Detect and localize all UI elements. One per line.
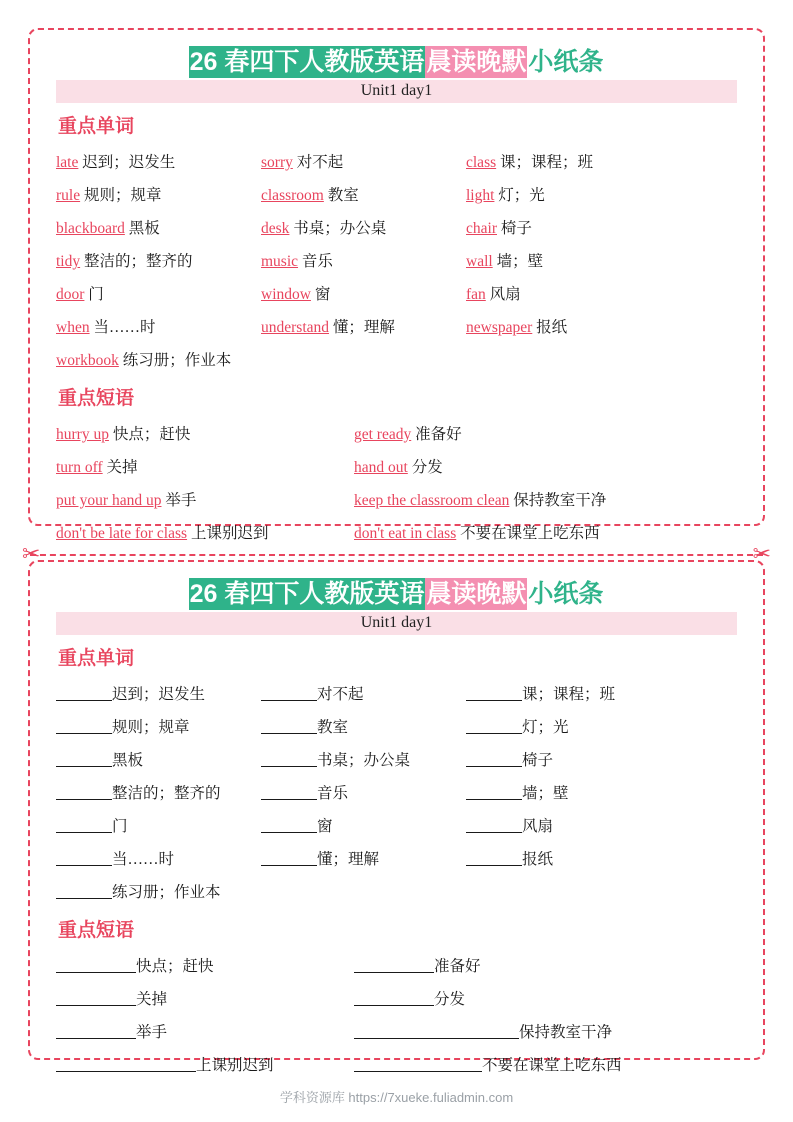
answer-blank[interactable] (466, 785, 522, 800)
word-en: class (466, 154, 497, 171)
answer-blank[interactable] (56, 752, 112, 767)
scissors-icon: ✂ (22, 541, 41, 566)
phrase-en: get ready (354, 426, 412, 443)
answer-blank[interactable] (354, 1024, 519, 1039)
word-cn: 教室 (327, 187, 359, 204)
word-en: window (261, 286, 311, 303)
word-cn: 当……时 (112, 851, 175, 868)
answer-blank[interactable] (466, 719, 522, 734)
word-item (261, 278, 466, 311)
word-cn: 规则；规章 (112, 719, 190, 736)
phrase-item (56, 418, 354, 451)
word-cn: 风扇 (522, 818, 554, 835)
phrase-cn: 分发 (434, 991, 466, 1008)
word-cn: 整洁的；整齐的 (112, 785, 221, 802)
word-cn: 椅子 (500, 220, 532, 237)
phrase-blank-item[interactable] (56, 950, 354, 983)
word-item (466, 311, 737, 344)
card-subtitle: Unit1 day1 (56, 612, 737, 635)
answer-blank[interactable] (56, 1057, 196, 1072)
answer-blank[interactable] (56, 719, 112, 734)
card-title (56, 46, 737, 78)
phrase-item (56, 484, 354, 517)
phrase-cn: 分发 (411, 459, 443, 476)
word-cn: 书桌；办公桌 (293, 220, 387, 237)
title-part-1: 26 春四下人教版英语 (189, 580, 425, 608)
word-blank-item[interactable] (56, 810, 261, 843)
word-item (261, 146, 466, 179)
words-section-heading: 重点单词 (58, 116, 135, 137)
answer-blank[interactable] (56, 884, 112, 899)
answer-blank[interactable] (261, 686, 317, 701)
word-en: fan (466, 286, 486, 303)
word-cn: 当……时 (93, 319, 156, 336)
word-blank-item[interactable] (261, 777, 466, 810)
word-item (56, 146, 261, 179)
words-grid-blank (56, 678, 737, 909)
word-blank-item[interactable] (261, 744, 466, 777)
word-blank-item[interactable] (261, 843, 466, 876)
word-blank-item[interactable] (56, 777, 261, 810)
answer-blank[interactable] (56, 958, 136, 973)
answer-blank[interactable] (261, 719, 317, 734)
answer-blank[interactable] (56, 1024, 136, 1039)
word-cn: 门 (112, 818, 128, 835)
word-en: sorry (261, 154, 293, 171)
word-item (56, 179, 261, 212)
word-en: door (56, 286, 85, 303)
answer-blank[interactable] (56, 818, 112, 833)
word-blank-item[interactable] (466, 777, 737, 810)
phrase-en: don't eat in class (354, 525, 457, 542)
phrase-item (56, 451, 354, 484)
footer-watermark: 学科资源库 https://7xueke.fuliadmin.com (279, 1090, 514, 1105)
word-en: light (466, 187, 495, 204)
word-en: understand (261, 319, 330, 336)
phrase-cn: 准备好 (415, 426, 462, 443)
word-blank-item[interactable] (261, 711, 466, 744)
study-card-filled (28, 28, 765, 542)
word-cn: 练习册；作业本 (122, 352, 232, 369)
phrase-cn: 不要在课堂上吃东西 (460, 525, 600, 542)
word-item-empty (466, 876, 737, 909)
answer-blank[interactable] (56, 851, 112, 866)
phrases-grid-blank (56, 950, 737, 1082)
word-item-empty (261, 344, 466, 377)
word-cn: 黑板 (112, 752, 144, 769)
card-subtitle: Unit1 day1 (56, 80, 737, 103)
phrase-cn: 快点；赶快 (136, 958, 214, 975)
phrase-en: put your hand up (56, 492, 162, 509)
phrase-en: hand out (354, 459, 408, 476)
title-part-1: 26 春四下人教版英语 (189, 48, 425, 76)
phrase-cn: 上课别迟到 (196, 1057, 274, 1074)
word-item (56, 212, 261, 245)
scissors-icon: ✂ (752, 541, 771, 566)
word-item (466, 179, 737, 212)
word-cn: 椅子 (522, 752, 554, 769)
word-cn: 对不起 (317, 686, 364, 703)
word-cn: 报纸 (536, 319, 568, 336)
word-cn: 黑板 (128, 220, 160, 237)
word-en: newspaper (466, 319, 533, 336)
word-cn: 风扇 (489, 286, 521, 303)
word-en: when (56, 319, 90, 336)
word-cn: 课；课程；班 (522, 686, 616, 703)
answer-blank[interactable] (56, 991, 136, 1006)
phrase-cn: 举手 (165, 492, 197, 509)
phrase-en: don't be late for class (56, 525, 188, 542)
word-item (56, 344, 261, 377)
word-blank-item[interactable] (56, 876, 261, 909)
phrase-en: hurry up (56, 426, 109, 443)
title-part-2: 晨读晚默 (426, 580, 527, 608)
card-title (56, 578, 737, 610)
answer-blank[interactable] (354, 958, 434, 973)
phrase-blank-item[interactable] (56, 983, 354, 1016)
word-en: tidy (56, 253, 81, 270)
word-item (261, 179, 466, 212)
word-blank-item[interactable] (466, 744, 737, 777)
word-blank-item[interactable] (56, 744, 261, 777)
word-en: classroom (261, 187, 324, 204)
phrase-cn: 关掉 (136, 991, 168, 1008)
word-cn: 音乐 (317, 785, 349, 802)
answer-blank[interactable] (354, 991, 434, 1006)
phrase-en: turn off (56, 459, 103, 476)
word-item (466, 245, 737, 278)
word-cn: 门 (88, 286, 104, 303)
answer-blank[interactable] (466, 752, 522, 767)
title-part-2: 晨读晚默 (426, 48, 527, 76)
word-cn: 报纸 (522, 851, 554, 868)
word-cn: 墙；壁 (522, 785, 569, 802)
word-en: music (261, 253, 299, 270)
phrase-item (56, 517, 354, 550)
answer-blank[interactable] (261, 851, 317, 866)
answer-blank[interactable] (261, 785, 317, 800)
phrases-grid-filled (56, 418, 737, 550)
words-grid-filled (56, 146, 737, 377)
word-blank-item[interactable] (56, 843, 261, 876)
word-item (56, 278, 261, 311)
word-item (466, 278, 737, 311)
answer-blank[interactable] (354, 1057, 482, 1072)
answer-blank[interactable] (466, 851, 522, 866)
word-en: wall (466, 253, 493, 270)
word-en: late (56, 154, 79, 171)
phrase-cn: 上课别迟到 (190, 525, 269, 542)
phrase-cn: 快点；赶快 (112, 426, 191, 443)
title-part-3: 小纸条 (528, 48, 604, 76)
word-cn: 灯；光 (522, 719, 569, 736)
word-item (261, 311, 466, 344)
word-en: chair (466, 220, 497, 237)
phrase-blank-item[interactable] (354, 1016, 737, 1049)
phrase-blank-item[interactable] (56, 1016, 354, 1049)
phrase-blank-item[interactable] (354, 950, 737, 983)
word-cn: 课；课程；班 (500, 154, 594, 171)
word-cn: 教室 (317, 719, 349, 736)
word-blank-item[interactable] (466, 711, 737, 744)
word-en: rule (56, 187, 81, 204)
phrase-item (354, 418, 737, 451)
answer-blank[interactable] (261, 818, 317, 833)
word-cn: 墙；壁 (496, 253, 544, 270)
phrase-blank-item[interactable] (354, 983, 737, 1016)
answer-blank[interactable] (56, 686, 112, 701)
answer-blank[interactable] (466, 686, 522, 701)
phrase-cn: 关掉 (106, 459, 138, 476)
answer-blank[interactable] (261, 752, 317, 767)
word-cn: 规则；规章 (83, 187, 162, 204)
word-cn: 音乐 (301, 253, 333, 270)
phrase-item (354, 451, 737, 484)
word-blank-item[interactable] (466, 678, 737, 711)
word-cn: 迟到；迟发生 (112, 686, 206, 703)
word-cn: 迟到；迟发生 (82, 154, 176, 171)
word-item (261, 245, 466, 278)
word-cn: 书桌；办公桌 (317, 752, 411, 769)
phrase-cn: 准备好 (434, 958, 481, 975)
word-cn: 对不起 (296, 154, 344, 171)
phrase-cn: 保持教室干净 (513, 492, 607, 509)
word-blank-item[interactable] (466, 843, 737, 876)
word-item (56, 245, 261, 278)
word-en: desk (261, 220, 290, 237)
phrase-blank-item[interactable] (354, 1049, 737, 1082)
study-card-blank (28, 560, 765, 1074)
answer-blank[interactable] (466, 818, 522, 833)
word-cn: 懂；理解 (332, 319, 395, 336)
words-section-heading: 重点单词 (58, 648, 135, 669)
word-en: workbook (56, 352, 119, 369)
word-cn: 窗 (317, 818, 333, 835)
word-cn: 灯；光 (498, 187, 545, 204)
word-blank-item[interactable] (56, 711, 261, 744)
phrases-section-heading: 重点短语 (58, 920, 135, 941)
word-cn: 练习册；作业本 (112, 884, 221, 901)
phrase-item (354, 484, 737, 517)
word-item (466, 146, 737, 179)
title-part-3: 小纸条 (528, 580, 604, 608)
word-item (466, 212, 737, 245)
word-en: blackboard (56, 220, 125, 237)
phrase-cn: 举手 (136, 1024, 168, 1041)
word-cn: 窗 (314, 286, 331, 303)
phrase-cn: 保持教室干净 (519, 1024, 613, 1041)
word-item-empty (466, 344, 737, 377)
word-blank-item[interactable] (466, 810, 737, 843)
word-cn: 懂；理解 (317, 851, 380, 868)
word-blank-item[interactable] (56, 678, 261, 711)
word-item (56, 311, 261, 344)
word-blank-item[interactable] (261, 678, 466, 711)
word-item-empty (261, 876, 466, 909)
phrases-section-heading: 重点短语 (58, 388, 135, 409)
word-item (261, 212, 466, 245)
phrase-blank-item[interactable] (56, 1049, 354, 1082)
answer-blank[interactable] (56, 785, 112, 800)
cut-line-dash (30, 554, 763, 556)
word-cn: 整洁的；整齐的 (84, 253, 193, 270)
phrase-cn: 不要在课堂上吃东西 (482, 1057, 622, 1074)
word-blank-item[interactable] (261, 810, 466, 843)
phrase-item (354, 517, 737, 550)
phrase-en: keep the classroom clean (354, 492, 510, 509)
